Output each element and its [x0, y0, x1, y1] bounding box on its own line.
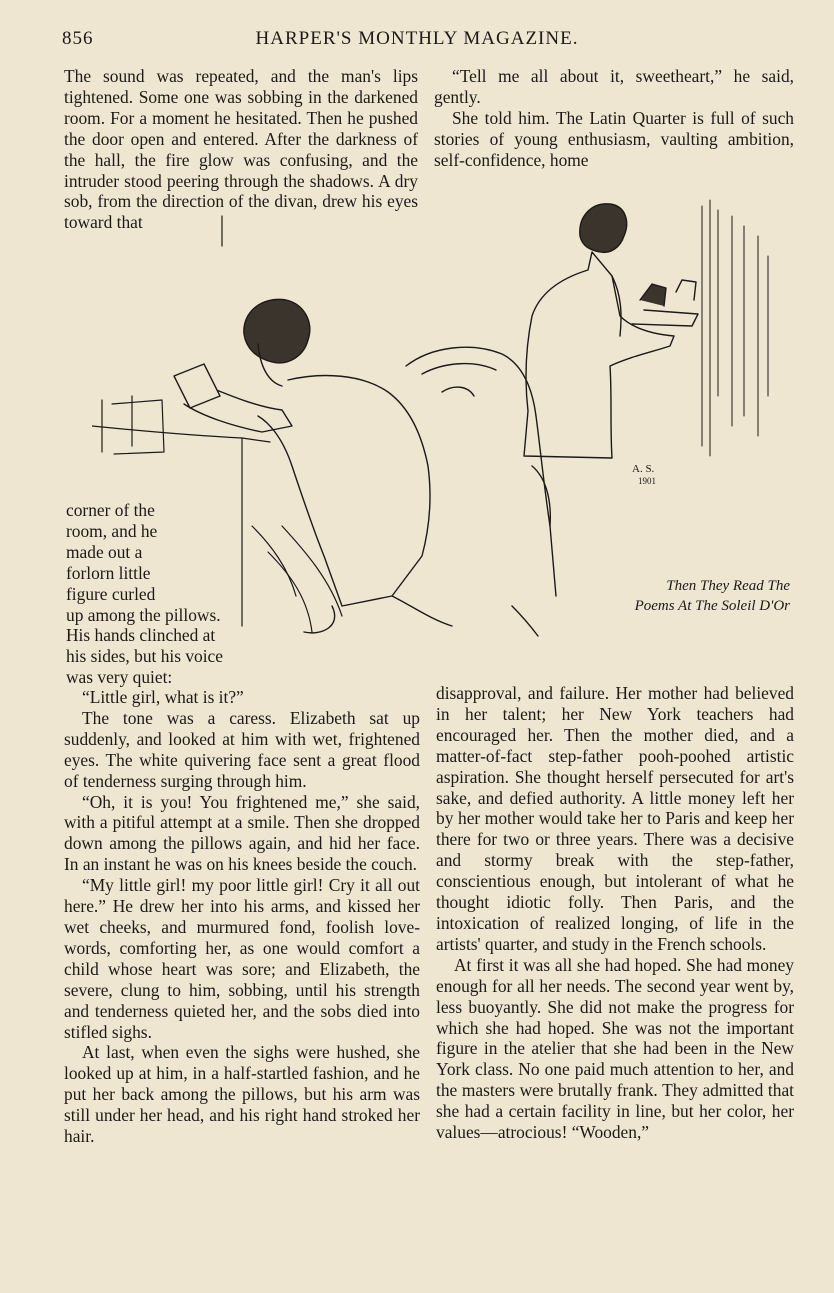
- caption-line: Then They Read The: [666, 578, 790, 594]
- caption-line: Poems At The Soleil D'Or: [634, 598, 790, 614]
- left-column-bottom: [64, 687, 420, 1147]
- artist-signature: A. S.: [632, 463, 655, 475]
- running-title: HARPER'S MONTHLY MAGAZINE.: [255, 28, 579, 49]
- wrapped-line: His hands clinched at: [66, 625, 216, 646]
- paragraph: At first it was all she had hoped. She had money enough for all her needs. The second year went by, less buoyantly. She did not make the progress for which she had hoped. She was not the important figure in the atelier that she had been in the New York class. No one paid much attention to her, and the masters were brutally frank. They admitted that she had a certain facility in line, but her color, her values—atrocious! “Wooden,”: [436, 954, 794, 1143]
- left-column-wrapped-text: [66, 500, 260, 688]
- wrapped-line: up among the pillows.: [66, 604, 221, 625]
- paragraph: She told him. The Latin Quarter is full of such stories of young enthusiasm, vaulting ambition, self-confidence, home: [434, 107, 794, 170]
- window-shading: [702, 200, 768, 456]
- wrapped-line: corner of the: [66, 500, 155, 520]
- wrapped-line: made out a: [66, 541, 143, 562]
- wrapped-line: his sides, but his voice: [66, 646, 223, 667]
- drapery: [252, 526, 342, 632]
- standing-man-figure: [524, 204, 698, 458]
- artist-signature-year: 1901: [638, 476, 656, 486]
- page-header: [62, 28, 772, 52]
- paragraph: The sound was repeated, and the man's lips tightened. Some one was sobbing in the darkened room. For a moment he hesitated. Then he pushed the door open and entered. After the darkness of the hall, the fire glow was confusing, and the intruder stood peering through the shadows. A dry sob, from the direction of the divan, drew his eyes toward that: [64, 66, 418, 233]
- paragraph: “My little girl! my poor little girl! Cry it all out here.” He drew her into his arms, and kissed her wet cheeks, and murmured fond, foolish love-words, comforting her, as one would comfort a child whose heart was sore; and Elizabeth, the severe, clung to him, sobbing, until his strength and tenderness quieted her, and the sobs died into stifled sighs.: [64, 875, 420, 1042]
- paragraph: disapproval, and failure. Her mother had believed in her talent; her New York teachers had encouraged her. Then the mother died, and a matter-of-fact step-father pooh-poohed artistic aspiration. She thought herself persecuted for art's sake, and defied authority. A little money left her by her mother would take her to Paris and keep her there for two or three years. There was a decisive and stormy break with the step-father, conscientious enough, but intolerant of what he thought idiotic folly. Then Paris, and the intoxication of realized longing, of life in the artists' quarter, and study in the French schools.: [436, 683, 794, 954]
- wrapped-line: figure curled: [66, 583, 156, 604]
- right-column-bottom: [436, 683, 794, 1143]
- paragraph: “Oh, it is you! You frightened me,” she said, with a pitiful attempt at a smile. Then she dropped down among the pillows again, and hid her face. In an instant he was on his knees beside the couch.: [64, 791, 420, 875]
- paragraph: “Tell me all about it, sweetheart,” he said, gently.: [434, 66, 794, 107]
- page-number: 856: [62, 28, 94, 49]
- paragraph: The tone was a caress. Elizabeth sat up suddenly, and looked at him with wet, frightened eyes. The white quivering face sent a great flood of tenderness surging through him.: [64, 707, 420, 791]
- paragraph: At last, when even the sighs were hushed, she looked up at him, in a half-startled fashion, and he put her back among the pillows, but his arm was still under her head, and his right hand stroked her hair.: [64, 1042, 420, 1147]
- wrapped-line: room, and he: [66, 520, 158, 541]
- illustration-caption: [560, 576, 790, 616]
- paragraph: “Little girl, what is it?”: [82, 687, 244, 707]
- right-column-top: [434, 66, 794, 171]
- wrapped-line: forlorn little: [66, 562, 151, 583]
- armchair: [392, 347, 556, 636]
- wrapped-line: was very quiet:: [66, 667, 173, 688]
